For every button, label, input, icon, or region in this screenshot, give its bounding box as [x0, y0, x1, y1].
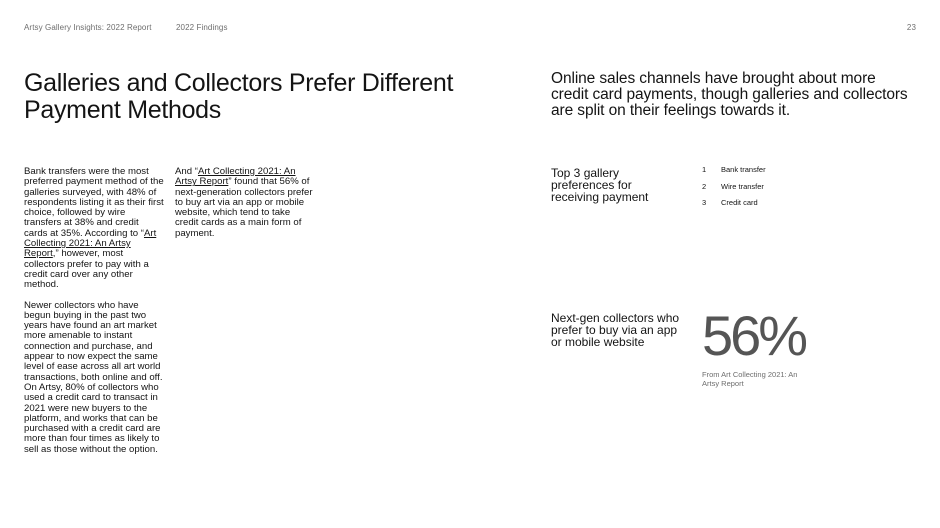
preferences-list	[702, 166, 766, 216]
lead-paragraph: Online sales channels have brought about more credit card payments, though galleries and collectors are split on their feelings towards it.	[551, 70, 908, 119]
rank-number: 2	[702, 181, 707, 191]
rank-label: Credit card	[721, 198, 758, 207]
rank-number: 3	[702, 198, 707, 207]
body-paragraph-2: Newer collectors who have begun buying in the past two years have found an art market more amenable to instant connection and purchase, and appear to now expect the same level of ease across all art world transactions, both online and off. On Artsy, 80% of collectors who used a credit card to transact in 2021 were new buyers to the platform, and works that can be purchased with a credit card are more than four times as likely to sell as those without the option.	[24, 299, 163, 455]
report-title: Artsy Gallery Insights: 2022 Report	[24, 23, 152, 32]
body-paragraph-1: Bank transfers were the most preferred payment method of the galleries surveyed, with 48% of respondents listing it as their first choice, followed by wire transfers at 38% and credit cards at 35%. According to “Art Collecting 2021: An Artsy Report,” however, most collectors prefer to pay with a credit card over any other method.	[24, 166, 164, 291]
preferences-label: Top 3 gallery preferences for receiving payment	[551, 166, 649, 204]
rank-label: Wire transfer	[721, 181, 764, 191]
body-column-1	[24, 167, 164, 465]
body-paragraph-3: And “Art Collecting 2021: An Artsy Report” found that 56% of next-generation collectors prefer to buy art via an app or mobile website, which tend to take credit cards as a main form of payment.	[175, 166, 313, 239]
stat-label: Next-gen collectors who prefer to buy via an app or mobile website	[551, 311, 680, 349]
list-item	[702, 199, 766, 216]
body-column-2	[175, 167, 315, 249]
stat-value: 56%	[702, 304, 806, 367]
report-link[interactable]: Art Collecting 2021: An Artsy Report	[175, 166, 296, 188]
rank-label: Bank transfer	[721, 165, 766, 174]
list-item	[702, 166, 766, 183]
section-label: 2022 Findings	[176, 23, 228, 32]
rank-number: 1	[702, 165, 707, 174]
page-number: 23	[906, 23, 916, 32]
report-link[interactable]: Art Collecting 2021: An Artsy Report	[24, 227, 157, 260]
page-title: Galleries and Collectors Prefer Different Payment Methods	[24, 69, 454, 124]
stat-source: From Art Collecting 2021: An Artsy Report	[702, 370, 798, 388]
list-item	[702, 183, 766, 200]
